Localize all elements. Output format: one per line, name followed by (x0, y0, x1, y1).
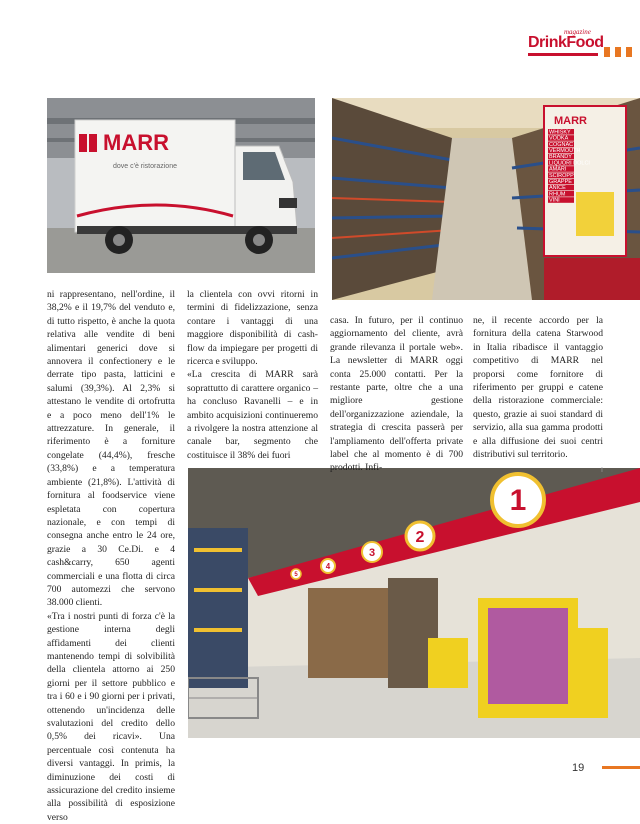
cash-and-carry-store-photo (188, 468, 640, 738)
article-paragraph: casa. In futuro, per il continuo aggiornamento del cliente, avrà grande rilevanza il portale web». La newsletter di MARR oggi conta 25.000 contatti. Per la restante parte, oltre che a una migliore gestione dell'organizzazione aziendale, la strategia di crescita passerà per l'ampliamento dell'offerta private label che al momento è di 700 prodotti. Infi- (330, 315, 463, 474)
sign-item: VERMOUTH (549, 148, 581, 154)
aisle-number-1: 1 (509, 484, 527, 517)
article-paragraph: «La crescita di MARR sarà soprattutto di carattere organico – ha concluso Ravanelli – e in ambito acquisizioni continueremo a rivolgere la nostra attenzione al canale bar, segmento che costituisce il 38% dei fuori (187, 369, 318, 461)
article-column-3 (330, 314, 463, 475)
sign-item: BRANDY (549, 154, 572, 161)
truck-tagline: dove c'è ristorazione (113, 163, 177, 170)
article-column-1 (47, 288, 175, 824)
article-paragraph: «Tra i nostri punti di forza c'è la gestione interna degli affidamenti dei clienti mantenendo tempi di solvibilità della clientela attorno ai 250 giorni per il settore pubblico e tra i 60 e i 90 giorni per i privati, ottenendo un'incidenza delle svalutazioni del credito dello 0,5% dei ricavi». Una percentuale così contenuta ha diversi vantaggi. In primis, la diminuzione dei costi di assicurazione del credito insieme alla possibilità di esposizione verso (47, 610, 175, 823)
truck-brand: MARR (103, 130, 169, 155)
page-number: 19 (572, 762, 585, 774)
sign-brand: MARR (554, 115, 587, 127)
logo-text: DrinkFood (528, 34, 604, 51)
header-stripes (604, 44, 637, 54)
warehouse-shelves-photo (332, 98, 640, 300)
sign-item: AMARI (549, 166, 567, 173)
sign-item: ANICE (549, 185, 566, 192)
logo-superscript: magazine (564, 28, 591, 36)
magazine-logo (528, 28, 604, 58)
sign-item: GRAPPE (549, 179, 572, 185)
article-column-4 (473, 314, 603, 478)
aisle-number-3: 3 (368, 547, 376, 559)
sign-item: SCIROPPI (549, 172, 576, 179)
sign-item: WHISKY (549, 129, 571, 136)
article-paragraph: ne, il recente accordo per la fornitura della catena Starwood in Italia ribadisce il vantaggio competitivo di MARR nel proporsi come fornitore di riferimento per gruppi e catene della ristorazione commerciale: questo, grazie ai suoi standard di servizio, alla sua gamma prodotti e alla diffusione dei suoi centri distributivi sul territorio. (473, 315, 603, 461)
sign-item: RHUM (549, 191, 566, 198)
article-paragraph: la clientela con ovvi ritorni in termini di fidelizzazione, senza contare i vantaggi di una maggiore disponibilità di cash-flow da impiegare per progetti di ricerca e sviluppo. (187, 289, 318, 368)
aisle-number-2: 2 (415, 529, 425, 546)
aisle-number-4: 4 (325, 562, 331, 571)
sign-item: COGNAC (549, 141, 574, 148)
truck-photo (47, 98, 315, 273)
article-paragraph: ni rappresentano, nell'ordine, il 38,2% e il 19,7% del venduto e, di tutto rispetto, è anche la quota relativa alle vendite di beni alimentari generici dove si annovera il confectionery e le derrate tipo pasta, latticini e salumi (39,3%). Al 2,3% si attestano le vendite di ortofrutta e a poco meno dell'1% le attrezzature. In generale, il riferimento è a forniture congelate (44,4%), fresche (33,8%) e a temperatura ambiente (21,8%). L'attività di fornitura al foodservice viene espletata con copertura nazionale, e con tempi di consegna anche entro le 24 ore, grazie a 30 Ce.Di. e 4 cash&carry, 650 agenti commerciali e una flotta di circa 700 automezzi che servono 38.000 clienti. (47, 289, 175, 609)
aisle-number-5: 5 (294, 572, 298, 578)
logo-underline (528, 53, 598, 56)
article-end-mark: I (601, 467, 603, 475)
page-number-bar (602, 766, 640, 769)
sign-item: VINI (549, 197, 560, 204)
sign-item: VODKA (549, 135, 569, 142)
sign-item: LIQUORI DOLCI (549, 160, 590, 167)
article-column-2 (187, 288, 318, 462)
